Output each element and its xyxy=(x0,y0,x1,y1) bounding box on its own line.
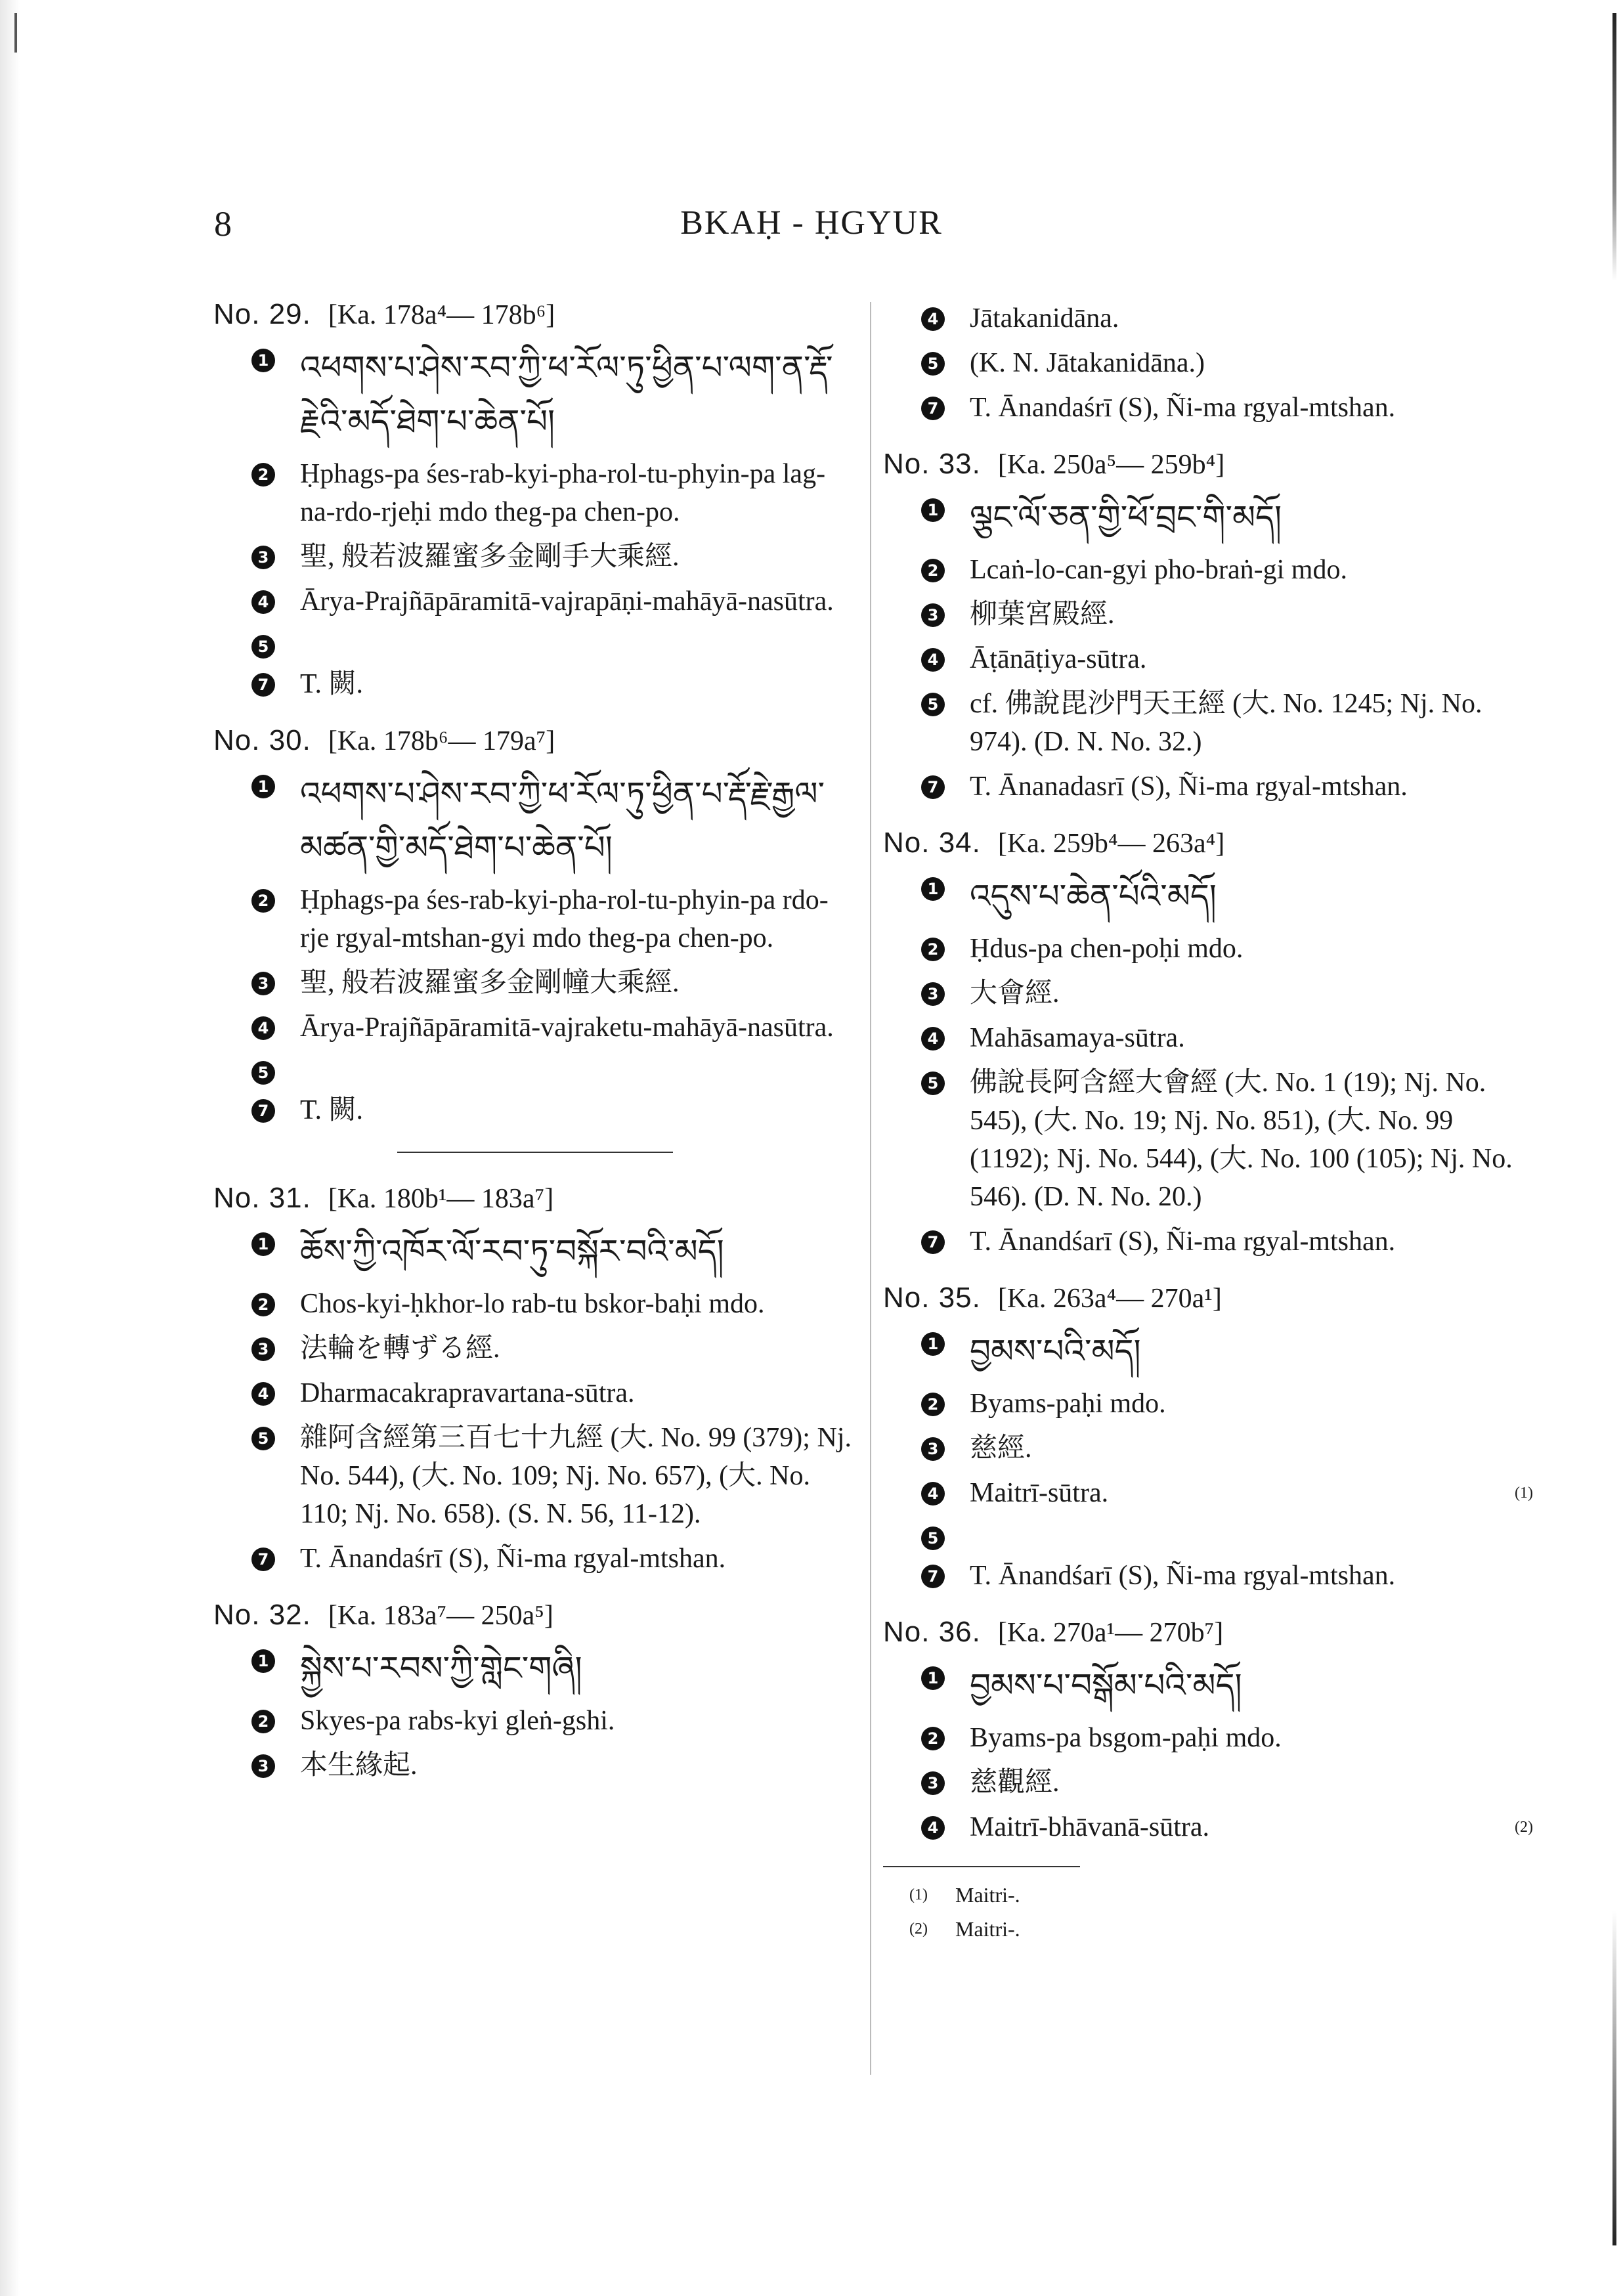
entry-text: 聖, 般若波羅蜜多金剛幢大乘經. xyxy=(300,968,680,998)
entry-line xyxy=(883,1719,1533,1757)
entry-text: Byams-paḥi mdo. xyxy=(970,1389,1166,1419)
item-marker: 1 xyxy=(251,775,275,798)
tibetan-title: ཆོས་ཀྱི་འཁོར་ལོ་རབ་ཏུ་བསྐོར་བའི་མདོ། xyxy=(300,1232,724,1270)
entry-text: Maitrī-bhāvanā-sūtra. xyxy=(970,1812,1210,1842)
footnote-ref: (2) xyxy=(1515,1819,1533,1836)
item-marker: 1 xyxy=(251,1232,275,1256)
item-marker: 4 xyxy=(251,1016,275,1040)
item-marker: 7 xyxy=(921,1565,945,1588)
footnote xyxy=(909,1912,1533,1946)
item-marker: 2 xyxy=(921,938,945,961)
entry-line xyxy=(213,1540,857,1578)
entry-text: T. Ānandśarī (S), Ñi-ma rgyal-mtshan. xyxy=(970,1226,1396,1257)
entry-line xyxy=(213,455,857,531)
footnote-mark: (1) xyxy=(909,1886,928,1903)
entry-text: 佛說長阿含經大會經 (大. No. 1 (19); Nj. No. 545), (大. No. 19; Nj. No. 851), (大. No. 99 (1192); Nj. No. 544), (大. No. 100 (105); Nj. No. 546). (D. N. No. 20.) xyxy=(970,1068,1513,1212)
item-marker: 2 xyxy=(251,889,275,913)
entry-text: 本生緣起. xyxy=(300,1750,418,1781)
item-marker: 3 xyxy=(921,1437,945,1461)
item-marker: 1 xyxy=(921,1666,945,1690)
item-marker: 7 xyxy=(251,1099,275,1123)
entry-line xyxy=(883,1557,1533,1595)
entry-text: 法輪を轉ずる經. xyxy=(300,1333,500,1364)
footnote-rule xyxy=(883,1866,1080,1867)
item-marker: 2 xyxy=(251,1710,275,1733)
entry-text: T. 闕. xyxy=(300,1095,364,1125)
item-marker: 5 xyxy=(921,693,945,716)
item-marker: 3 xyxy=(921,982,945,1006)
entry-line xyxy=(883,1019,1533,1057)
entry-text: Maitrī-sūtra. xyxy=(970,1478,1109,1508)
folio-reference: [Ka. 178a⁴— 178b⁶] xyxy=(328,300,555,330)
item-marker: 2 xyxy=(921,1393,945,1416)
entry-line xyxy=(883,1064,1533,1216)
entry-line xyxy=(213,1285,857,1323)
folio-reference: [Ka. 259b⁴— 263a⁴] xyxy=(997,829,1225,859)
folio-reference: [Ka. 180b¹— 183a⁷] xyxy=(328,1184,554,1214)
entry-line xyxy=(883,1474,1533,1512)
entry-line xyxy=(213,538,857,576)
item-marker: 1 xyxy=(921,877,945,901)
entry-text: 慈經. xyxy=(970,1433,1032,1463)
item-marker: 3 xyxy=(251,1754,275,1778)
item-marker: 7 xyxy=(921,775,945,799)
folio-reference: [Ka. 178b⁶— 179a⁷] xyxy=(328,726,555,756)
item-marker: 4 xyxy=(251,590,275,614)
item-marker: 7 xyxy=(251,673,275,697)
entry-text: Lcaṅ-lo-can-gyi pho-braṅ-gi mdo. xyxy=(970,555,1347,585)
entry-text: T. Ānanadasrī (S), Ñi-ma rgyal-mtshan. xyxy=(970,771,1408,802)
tibetan-title: ལྕང་ལོ་ཅན་གྱི་ཕོ་བྲང་གི་མདོ། xyxy=(970,498,1282,536)
entry-text: Ḥdus-pa chen-poḥi mdo. xyxy=(970,934,1244,964)
footnote xyxy=(909,1878,1533,1912)
entry-line xyxy=(883,596,1533,634)
item-marker: 4 xyxy=(921,648,945,672)
page-edge-mark xyxy=(1612,13,1616,2245)
item-marker: 5 xyxy=(251,1061,275,1085)
entry-heading xyxy=(883,445,1533,484)
item-marker: 7 xyxy=(251,1548,275,1571)
entry-line xyxy=(883,1429,1533,1467)
entry-line xyxy=(883,299,1533,337)
entry-heading xyxy=(883,824,1533,863)
entry-line xyxy=(213,1091,857,1129)
entry-text: Jātakanidāna. xyxy=(970,303,1119,334)
entry-text: Dharmacakrapravartana-sūtra. xyxy=(300,1378,635,1408)
item-marker: 2 xyxy=(921,1727,945,1750)
item-marker: 4 xyxy=(921,1816,945,1840)
entry-text: cf. 佛說毘沙門天王經 (大. No. 1245; Nj. No. 974). (D. N. No. 32.) xyxy=(970,689,1482,757)
tibetan-title: སྐྱེས་པ་རབས་ཀྱི་གླེང་གཞི། xyxy=(300,1649,582,1687)
entry-text: Byams-pa bsgom-paḥi mdo. xyxy=(970,1723,1282,1753)
left-column xyxy=(213,295,857,1791)
item-marker: 4 xyxy=(921,307,945,331)
item-marker: 4 xyxy=(921,1027,945,1051)
entry-line xyxy=(883,685,1533,761)
entry-line xyxy=(213,627,857,659)
tibetan-title: བྱམས་པ་བསྒོམ་པའི་མདོ། xyxy=(970,1666,1242,1704)
entry-line xyxy=(213,1746,857,1785)
page-number: 8 xyxy=(214,204,232,244)
folio-reference: [Ka. 183a⁷— 250a⁵] xyxy=(328,1601,553,1631)
entry-line xyxy=(213,767,857,875)
entry-text: T. Ānandśarī (S), Ñi-ma rgyal-mtshan. xyxy=(970,1561,1396,1591)
entry-line xyxy=(883,490,1533,544)
entry-line xyxy=(883,1223,1533,1261)
item-marker: 2 xyxy=(251,1293,275,1316)
tibetan-title: འདུས་པ་ཆེན་པོའི་མདོ། xyxy=(970,877,1217,915)
entry-text: Ḥphags-pa śes-rab-kyi-pha-rol-tu-phyin-pa rdo-rje rgyal-mtshan-gyi mdo theg-pa chen-po. xyxy=(300,885,829,953)
entry-line xyxy=(213,1008,857,1047)
entry-text: Ārya-Prajñāpāramitā-vajrapāṇi-mahāyā-nasūtra. xyxy=(300,586,834,617)
entry-text: T. Ānandaśrī (S), Ñi-ma rgyal-mtshan. xyxy=(970,393,1396,423)
item-marker: 5 xyxy=(251,1427,275,1450)
entry-number: No. 36. xyxy=(883,1616,981,1648)
entry-text: 雜阿含經第三百七十九經 (大. No. 99 (379); Nj. No. 544), (大. No. 109; Nj. No. 657), (大. No. 110; Nj. No. 658). (S. N. 56, 11-12). xyxy=(300,1423,852,1529)
item-marker: 7 xyxy=(921,1230,945,1254)
entry-number: No. 32. xyxy=(213,1599,311,1631)
entry-text: T. 闕. xyxy=(300,669,364,699)
tibetan-title: བྱམས་པའི་མདོ། xyxy=(970,1332,1141,1370)
entry-number: No. 33. xyxy=(883,448,981,480)
item-marker: 5 xyxy=(251,635,275,659)
item-marker: 5 xyxy=(921,1072,945,1095)
entry-text: 大會經. xyxy=(970,978,1060,1008)
entry-text: Skyes-pa rabs-kyi gleṅ-gshi. xyxy=(300,1706,615,1736)
entry-text: Mahāsamaya-sūtra. xyxy=(970,1023,1185,1053)
item-marker: 1 xyxy=(921,1332,945,1356)
entry-text: Ārya-Prajñāpāramitā-vajraketu-mahāyā-nasūtra. xyxy=(300,1012,834,1043)
entry-line xyxy=(883,869,1533,923)
folio-reference: [Ka. 250a⁵— 259b⁴] xyxy=(997,450,1225,480)
entry-line xyxy=(883,344,1533,382)
footnote-text: Maitri-. xyxy=(955,1883,1020,1907)
item-marker: 1 xyxy=(251,349,275,372)
item-marker: 3 xyxy=(251,546,275,569)
entry-line xyxy=(213,1053,857,1085)
entry-number: No. 35. xyxy=(883,1282,981,1314)
entry-text: 聖, 般若波羅蜜多金剛手大乘經. xyxy=(300,542,680,572)
entry-line xyxy=(213,582,857,620)
entry-line xyxy=(213,964,857,1002)
tibetan-title: འཕགས་པ་ཤེས་རབ་ཀྱི་ཕ་རོལ་ཏུ་ཕྱིན་པ་རྡོ་རྗེ་རྒྱལ་མཚན་གྱི་མདོ་ཐེག་པ་ཆེན་པོ། xyxy=(300,775,825,867)
entry-line xyxy=(883,1385,1533,1423)
entry-number: No. 29. xyxy=(213,298,311,330)
entry-heading xyxy=(213,1596,857,1635)
entry-line xyxy=(883,551,1533,589)
entry-line xyxy=(213,341,857,448)
entry-number: No. 34. xyxy=(883,827,981,859)
entry-line xyxy=(883,1808,1533,1846)
entry-text: Chos-kyi-ḥkhor-lo rab-tu bskor-baḥi mdo. xyxy=(300,1289,765,1319)
running-head: BKAḤ - ḤGYUR xyxy=(680,204,943,242)
entry-text: (K. N. Jātakanidāna.) xyxy=(970,348,1205,378)
item-marker: 2 xyxy=(921,559,945,582)
entry-heading xyxy=(883,1613,1533,1652)
entry-line xyxy=(213,1419,857,1533)
column-divider xyxy=(870,302,871,2075)
footnote-mark: (2) xyxy=(909,1920,928,1938)
right-column xyxy=(883,295,1533,1946)
entry-text: 慈觀經. xyxy=(970,1767,1060,1798)
entry-line xyxy=(883,1324,1533,1378)
item-marker: 5 xyxy=(921,352,945,376)
footnote-ref: (1) xyxy=(1515,1484,1533,1502)
entry-text: Ḥphags-pa śes-rab-kyi-pha-rol-tu-phyin-pa lag-na-rdo-rjeḥi mdo theg-pa chen-po. xyxy=(300,459,826,527)
section-separator xyxy=(397,1152,673,1153)
entry-line xyxy=(883,389,1533,427)
entry-line xyxy=(883,640,1533,678)
item-marker: 3 xyxy=(251,972,275,995)
entry-text: 柳葉宮殿經. xyxy=(970,599,1115,630)
item-marker: 5 xyxy=(921,1527,945,1550)
entry-text: Āṭānāṭiya-sūtra. xyxy=(970,644,1147,674)
entry-heading xyxy=(213,1179,857,1218)
entry-heading xyxy=(213,722,857,760)
item-marker: 2 xyxy=(251,463,275,487)
entry-line xyxy=(213,1702,857,1740)
entry-number: No. 31. xyxy=(213,1182,311,1214)
folio-reference: [Ka. 270a¹— 270b⁷] xyxy=(997,1618,1224,1648)
entry-line xyxy=(213,1330,857,1368)
entry-line xyxy=(213,1641,857,1695)
item-marker: 7 xyxy=(921,397,945,420)
entry-line xyxy=(213,1374,857,1412)
entry-line xyxy=(883,974,1533,1012)
item-marker: 4 xyxy=(251,1382,275,1406)
folio-reference: [Ka. 263a⁴— 270a¹] xyxy=(997,1284,1222,1314)
entry-line xyxy=(213,665,857,703)
binding-mark xyxy=(14,13,17,53)
item-marker: 3 xyxy=(251,1337,275,1361)
tibetan-title: འཕགས་པ་ཤེས་རབ་ཀྱི་ཕ་རོལ་ཏུ་ཕྱིན་པ་ལག་ན་རྡོ་རྗེའི་མདོ་ཐེག་པ་ཆེན་པོ། xyxy=(300,349,833,441)
entry-line xyxy=(883,768,1533,806)
footnote-text: Maitri-. xyxy=(955,1917,1020,1941)
entry-heading xyxy=(213,295,857,334)
entry-line xyxy=(883,1764,1533,1802)
entry-number: No. 30. xyxy=(213,724,311,756)
entry-line xyxy=(883,1658,1533,1712)
entry-line xyxy=(883,1519,1533,1550)
entry-line xyxy=(213,1224,857,1278)
entry-line xyxy=(213,881,857,957)
entry-line xyxy=(883,930,1533,968)
item-marker: 1 xyxy=(921,498,945,522)
item-marker: 3 xyxy=(921,603,945,627)
item-marker: 3 xyxy=(921,1771,945,1795)
item-marker: 4 xyxy=(921,1482,945,1505)
item-marker: 1 xyxy=(251,1649,275,1673)
entry-text: T. Ānandaśrī (S), Ñi-ma rgyal-mtshan. xyxy=(300,1544,726,1574)
scan-edge xyxy=(0,0,20,2296)
entry-heading xyxy=(883,1279,1533,1318)
